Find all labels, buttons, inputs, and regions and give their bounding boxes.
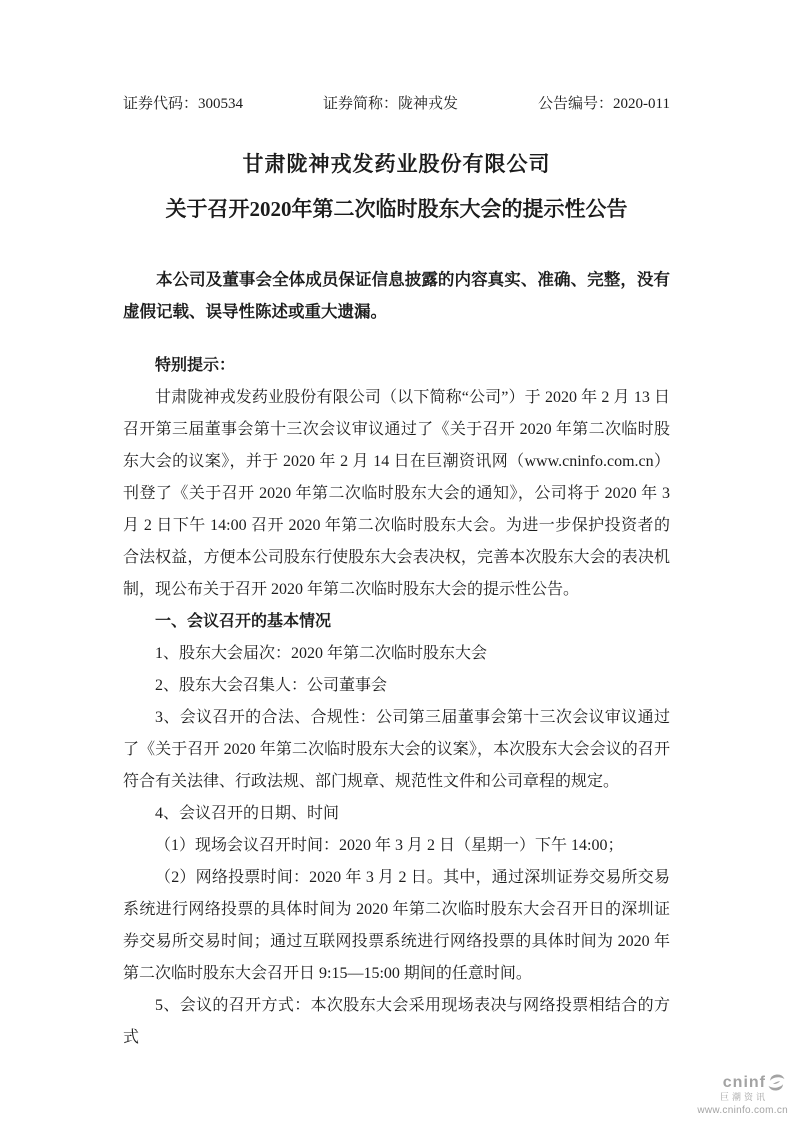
item-meeting-session: 1、股东大会届次：2020 年第二次临时股东大会 (155, 645, 488, 662)
item-meeting-convener: 2、股东大会召集人：公司董事会 (155, 677, 388, 694)
document-header (123, 94, 670, 114)
cninfo-brand-text: cninf (722, 1073, 766, 1091)
section-heading-basic-info: 一、会议召开的基本情况 (155, 613, 332, 630)
cninfo-watermark (697, 1073, 788, 1116)
page-title-subject: 关于召开2020年第二次临时股东大会的提示性公告 (165, 197, 628, 221)
cninfo-logo-icon (767, 1073, 786, 1092)
cninfo-chinese-name: 巨潮资讯 (719, 1092, 768, 1103)
stock-name-text: 证券简称：陇神戎发 (323, 96, 459, 112)
item-meeting-legality: 3、会议召开的合法、合规性：公司第三届董事会第十三次会议审议通过了《关于召开 2020 年第二次临时股东大会的议案》，本次股东大会会议的召开符合有关法律、行政法规、部门规章、规范性文件和公司章程的规定。 (123, 709, 670, 790)
cninfo-brand-row (697, 1073, 788, 1092)
document-body (123, 350, 670, 1054)
item-online-voting-time: （2）网络投票时间：2020 年 3 月 2 日。其中，通过深圳证券交易所交易系统进行网络投票的具体时间为 2020 年第二次临时股东大会召开日的深圳证券交易所交易时间；通过互联网投票系统进行网络投票的具体时间为 2020 年第二次临时股东大会召开日 9:15—15:00 期间的任意时间。 (123, 869, 670, 982)
item-onsite-meeting-time: （1）现场会议召开时间：2020 年 3 月 2 日（星期一）下午 14:00； (155, 837, 624, 854)
stock-code-text: 证券代码：300534 (123, 96, 244, 112)
item-meeting-datetime: 4、会议召开的日期、时间 (155, 805, 340, 822)
intro-paragraph: 甘肃陇神戎发药业股份有限公司（以下简称“公司”）于 2020 年 2 月 13 日召开第三届董事会第十三次会议审议通过了《关于召开 2020 年第二次临时股东大会的议案》，并于 2020 年 2 月 14 日在巨潮资讯网（www.cninfo.com.cn）刊登了《关于召开 2020 年第二次临时股东大会的通知》，公司将于 2020 年 3 月 2 日下午 14:00 召开 2020 年第二次临时股东大会。为进一步保护投资者的合法权益，方便本公司股东行使股东大会表决权，完善本次股东大会的表决机制，现公布关于召开 2020 年第二次临时股东大会的提示性公告。 (123, 389, 670, 598)
item-meeting-method: 5、会议的召开方式：本次股东大会采用现场表决与网络投票相结合的方式 (123, 997, 670, 1046)
cninfo-url-text: www.cninfo.com.cn (697, 1105, 788, 1116)
page-title-company: 甘肃陇神戎发药业股份有限公司 (242, 152, 551, 176)
announcement-number-text: 公告编号：2020-011 (538, 96, 670, 112)
document-content (123, 94, 670, 1054)
disclaimer-paragraph: 本公司及董事会全体成员保证信息披露的内容真实、准确、完整，没有虚假记载、误导性陈述或重大遗漏。 (123, 270, 670, 321)
special-note-heading: 特别提示： (155, 357, 236, 374)
